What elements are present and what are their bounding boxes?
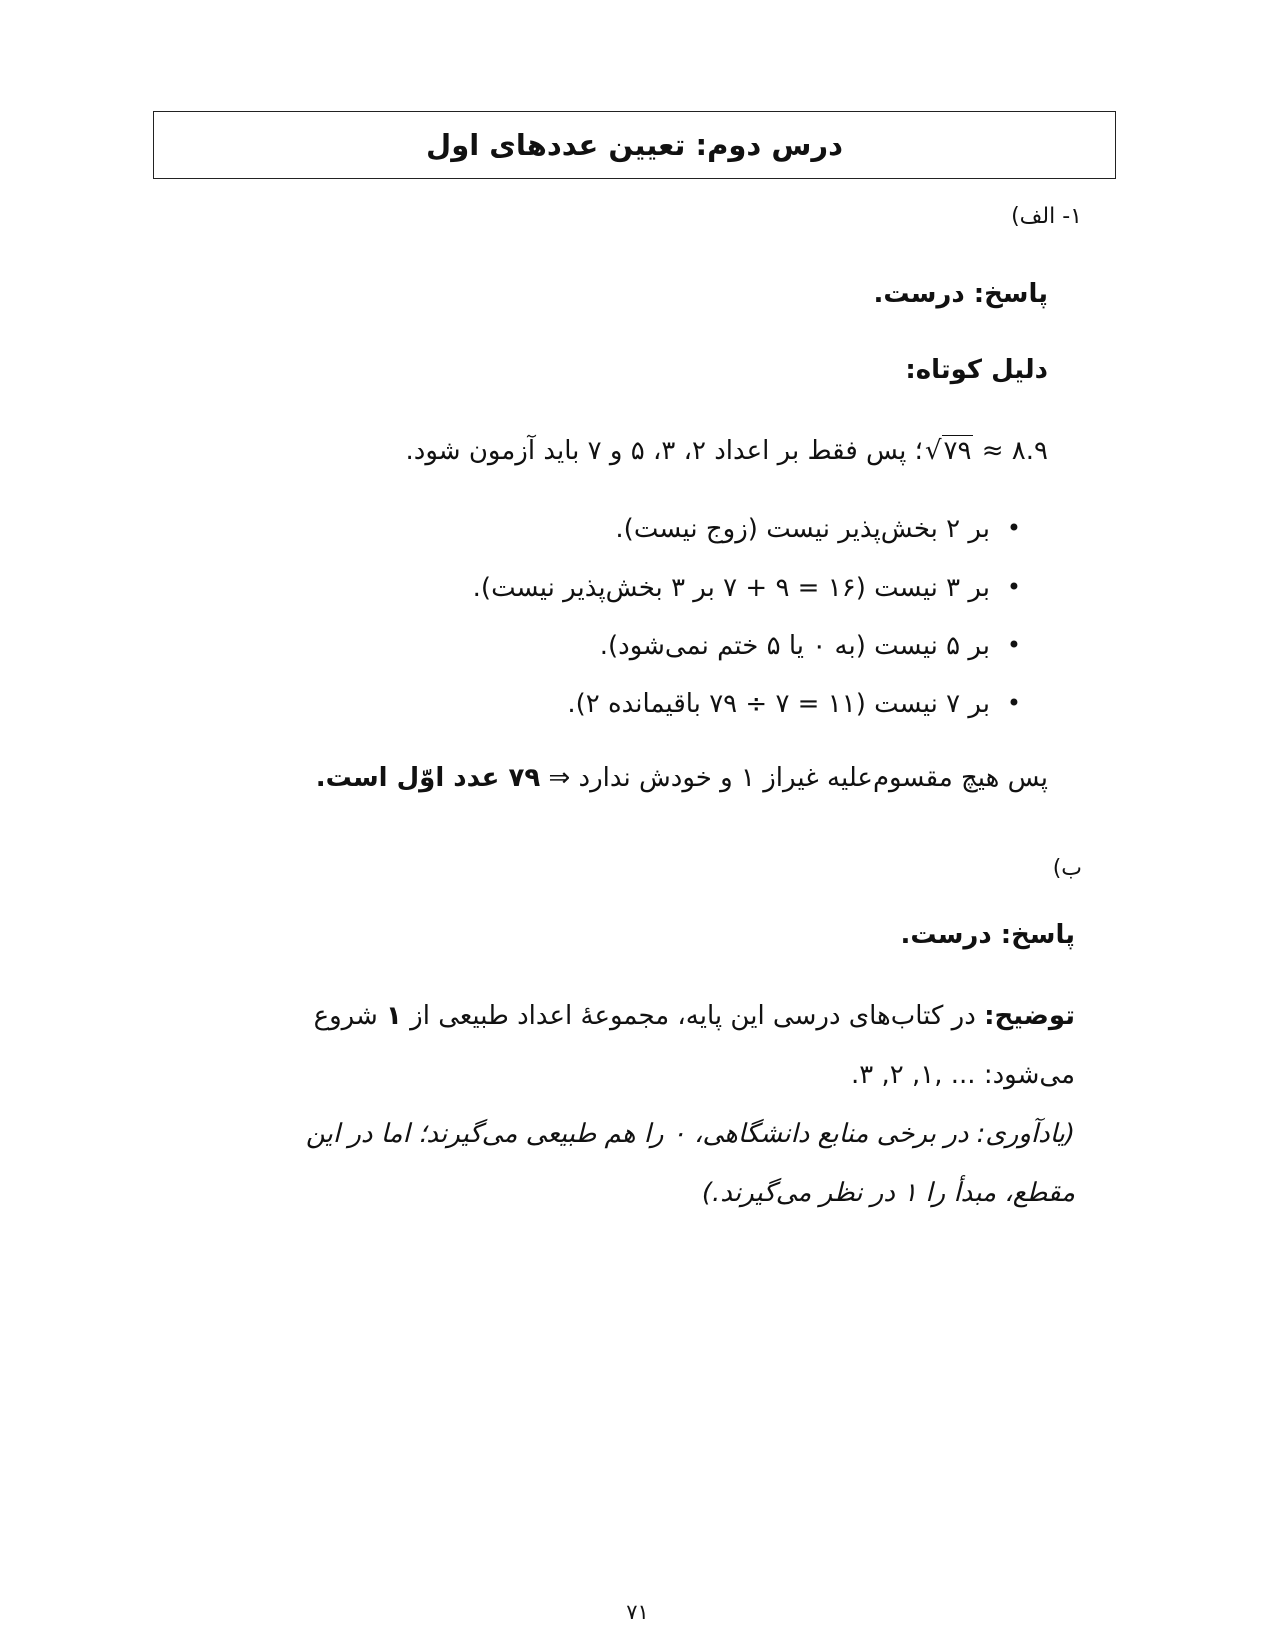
bullet-dot: • (1006, 689, 1021, 717)
bullet-item: بر ۷ نیست (۱۱ = ۷ ÷ ۷۹ باقیمانده ۲). (567, 689, 990, 719)
lesson-title-box (153, 111, 1116, 179)
explanation-label: توضیح: (984, 1001, 1075, 1031)
sqrt-radical-sign: √ (924, 436, 942, 466)
part-b-answer: پاسخ: درست. (900, 920, 1075, 950)
part-a-answer: پاسخ: درست. (873, 279, 1048, 309)
page-number: ۷۱ (626, 1600, 649, 1624)
sqrt-argument: ۷۹ (943, 436, 972, 466)
bullet-dot: • (1006, 631, 1021, 659)
conclusion-result: ۷۹ عدد اوّل است. (315, 763, 541, 793)
part-b-label: ب) (1052, 856, 1082, 881)
explanation-text: در کتاب‌های درسی این پایه، مجموعهٔ اعداد طبیعی از (401, 1001, 985, 1031)
bullet-dot: • (1006, 514, 1021, 542)
note-line-2: مقطع، مبدأ را ۱ در نظر می‌گیرند.) (701, 1178, 1075, 1208)
sqrt-approx: ۸.۹ ≈ (973, 436, 1048, 466)
part-a-label: ۱- الف) (1011, 204, 1082, 229)
bullet-item: بر ۵ نیست (به ۰ یا ۵ ختم نمی‌شود). (599, 631, 990, 661)
explanation-line-2: می‌شود: ... ,۱, ۲, ۳. (851, 1060, 1075, 1090)
sqrt-rest: ؛ پس فقط بر اعداد ۲، ۳، ۵ و ۷ باید آزمون شود. (405, 436, 923, 466)
bullet-item: بر ۳ نیست (۱۶ = ۹ + ۷ بر ۳ بخش‌پذیر نیست). (472, 573, 990, 603)
bullet-dot: • (1006, 573, 1021, 601)
explanation-text-end: شروع (313, 1001, 387, 1031)
sqrt-expression (923, 436, 974, 466)
lesson-title: درس دوم: تعیین عددهای اول (426, 128, 843, 162)
explanation-one: ۱ (386, 1001, 402, 1031)
note-line-1: (یادآوری: در برخی منابع دانشگاهی، ۰ را هم طبیعی می‌گیرند؛ اما در این (305, 1119, 1075, 1149)
conclusion-text: پس هیچ مقسوم‌علیه غیراز ۱ و خودش ندارد ⇒ (540, 763, 1048, 793)
conclusion (316, 763, 1048, 793)
explanation-line-1 (314, 1001, 1075, 1031)
sqrt-statement (406, 436, 1048, 466)
bullet-item: بر ۲ بخش‌پذیر نیست (زوج نیست). (615, 514, 990, 544)
reason-heading: دلیل کوتاه: (905, 355, 1048, 385)
